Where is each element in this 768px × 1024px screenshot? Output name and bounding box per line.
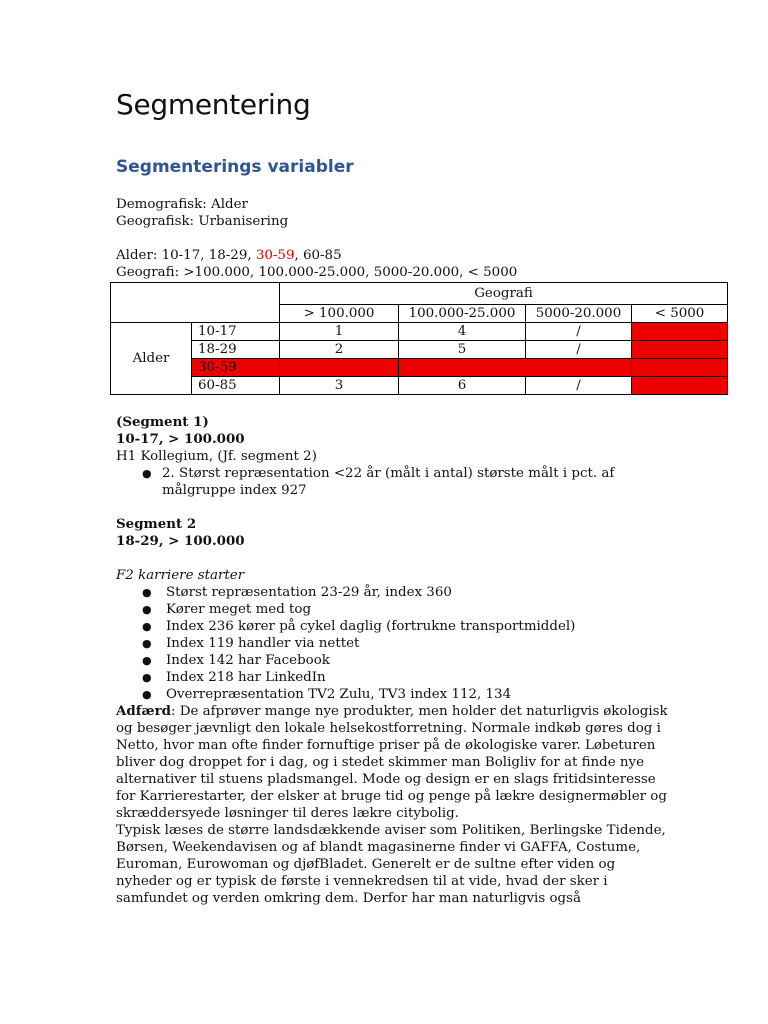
table-cell: 1 bbox=[280, 323, 399, 341]
column-header: > 100.000 bbox=[280, 305, 399, 323]
table-cell: / bbox=[526, 377, 632, 395]
list-item: ● Størst repræsentation 23-29 år, index 360 bbox=[116, 584, 661, 601]
list-item: ● Index 142 har Facebook bbox=[116, 652, 661, 669]
list-item: ● Index 236 kører på cykel daglig (fortrukne transportmiddel) bbox=[116, 618, 661, 635]
table-cell-highlight bbox=[526, 359, 632, 377]
alder-line bbox=[116, 247, 517, 264]
column-header: < 5000 bbox=[632, 305, 728, 323]
table-cell-highlight bbox=[632, 341, 728, 359]
column-header: 100.000-25.000 bbox=[399, 305, 526, 323]
segment-2-name: F2 karriere starter bbox=[116, 568, 245, 583]
segment-1-bullets bbox=[116, 465, 614, 499]
segment-table bbox=[110, 282, 728, 395]
segment-1-heading: (Segment 1) bbox=[116, 414, 209, 430]
row-label: 60-85 bbox=[192, 377, 280, 395]
table-cell-highlight bbox=[632, 359, 728, 377]
table-cell-highlight bbox=[280, 359, 399, 377]
list-item: ● Kører meget med tog bbox=[116, 601, 661, 618]
table-cell-highlight bbox=[632, 377, 728, 395]
list-item: ● 2. Størst repræsentation <22 år (målt i antal) største målt i pct. af målgruppe index 927 bbox=[116, 465, 614, 499]
geografi-header: Geografi bbox=[280, 283, 728, 305]
table-cell: 2 bbox=[280, 341, 399, 359]
values-block bbox=[116, 247, 517, 281]
demografisk-line: Demografisk: Alder bbox=[116, 197, 248, 212]
table-cell: 6 bbox=[399, 377, 526, 395]
table-cell: 3 bbox=[280, 377, 399, 395]
list-item: ● Overrepræsentation TV2 Zulu, TV3 index 112, 134 bbox=[116, 686, 661, 703]
list-item: ● Index 119 handler via nettet bbox=[116, 635, 661, 652]
table-cell-highlight bbox=[632, 323, 728, 341]
alder-suffix: , 60-85 bbox=[294, 248, 342, 263]
alder-prefix: Alder: 10-17, 18-29, bbox=[116, 248, 256, 263]
table-cell: / bbox=[526, 323, 632, 341]
table-cell: / bbox=[526, 341, 632, 359]
adfaerd-paragraph: Adfærd: De afprøver mange nye produkter, men holder det naturligvis økologisk og besøger jævnligt den lokale helsekostforretning. Normale indkøb gøres dog i Netto, hvor man ofte finder fornuftige priser på de økologiske varer. Løbeturen bliver dog droppet for i dag, og i stedet skimmer man Boligliv for at finde nye alternativer til stuens pladsmangel. Mode og design er en slags fritidsinteresse for Karrierestarter, der elsker at bruge tid og penge på lækre designermøbler og skræddersyede løsninger til deres lækre citybolig. bbox=[116, 703, 668, 821]
segment-2 bbox=[116, 516, 668, 907]
alder-highlight: 30-59 bbox=[255, 248, 295, 263]
row-label-highlight: 30-59 bbox=[192, 359, 280, 377]
column-header: 5000-20.000 bbox=[526, 305, 632, 323]
geografi-line: Geografi: >100.000, 100.000-25.000, 5000-20.000, < 5000 bbox=[116, 265, 518, 280]
segment-2-bullets bbox=[116, 584, 661, 703]
segment-1-criteria: 10-17, > 100.000 bbox=[116, 431, 245, 447]
table-cell: 4 bbox=[399, 323, 526, 341]
media-paragraph: Typisk læses de større landsdækkende aviser som Politiken, Berlingske Tidende, Børsen, Weekendavisen og af blandt magasinerne finder vi GAFFA, Costume, Euroman, Eurowoman og djøfBladet. Generelt er de sultne efter viden og nyheder og er typisk de første i vennekredsen til at vide, hvad der sker i samfundet og verden omkring dem. Derfor har man naturligvis også bbox=[116, 823, 666, 906]
segment-1 bbox=[116, 414, 614, 499]
segment-2-criteria: 18-29, > 100.000 bbox=[116, 533, 245, 549]
page-title: Segmentering bbox=[116, 88, 311, 121]
row-label: 10-17 bbox=[192, 323, 280, 341]
geografisk-line: Geografisk: Urbanisering bbox=[116, 214, 289, 229]
list-item: ● Index 218 har LinkedIn bbox=[116, 669, 661, 686]
adfaerd-label: Adfærd bbox=[116, 703, 171, 719]
variables-block bbox=[116, 196, 288, 230]
section-heading: Segmenterings variabler bbox=[116, 157, 354, 177]
row-label: 18-29 bbox=[192, 341, 280, 359]
table-corner-cell bbox=[111, 283, 280, 323]
segment-1-name: H1 Kollegium, (Jf. segment 2) bbox=[116, 449, 317, 464]
table-cell-highlight bbox=[399, 359, 526, 377]
table-cell: 5 bbox=[399, 341, 526, 359]
alder-row-group-label: Alder bbox=[111, 323, 192, 395]
segment-2-heading: Segment 2 bbox=[116, 516, 197, 532]
